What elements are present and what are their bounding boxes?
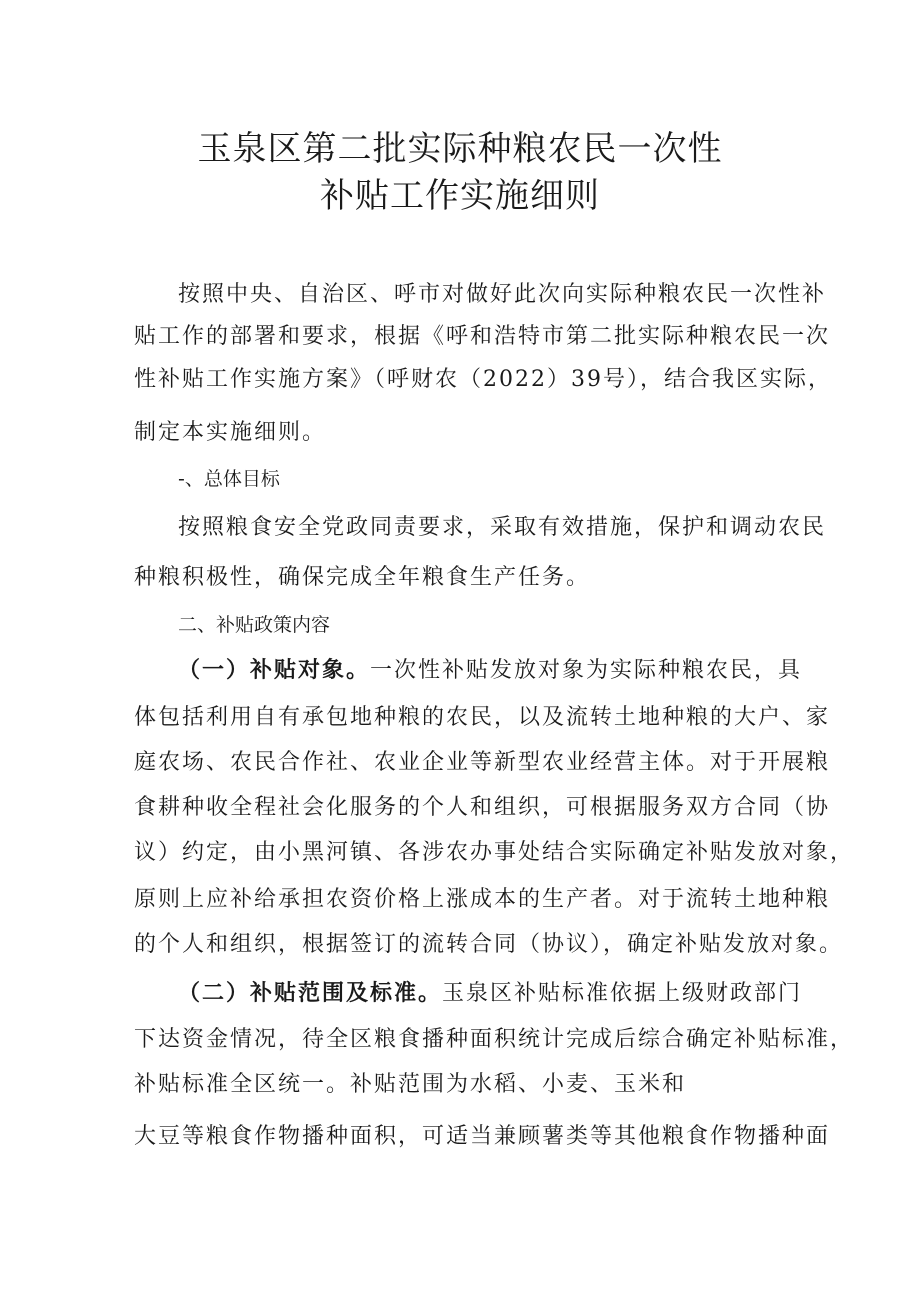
intro-line: 贴工作的部署和要求，根据《呼和浩特市第二批实际种粮农民一次	[134, 324, 831, 349]
paragraph-line: 种粮积极性，确保完成全年粮食生产任务。	[134, 565, 591, 590]
subsection-label: （二）补贴范围及标准。	[178, 980, 443, 1006]
paragraph-line: 原则上应补给承担农资价格上涨成本的生产者。对于流转土地种粮	[134, 887, 831, 912]
document-title-line-1: 玉泉区第二批实际种粮农民一次性	[197, 129, 723, 169]
paragraph-line: 议）约定，由小黑河镇、各涉农办事处结合实际确定补贴发放对象，	[134, 840, 855, 865]
section-heading: 二、补贴政策内容	[178, 614, 331, 636]
paragraph-line	[178, 978, 858, 1009]
paragraph-line: 的个人和组织，根据签订的流转合同（协议），确定补贴发放对象。	[134, 932, 844, 957]
subsection-label: （一）补贴对象。	[178, 657, 371, 683]
section-heading: -、总体目标	[178, 468, 280, 490]
paragraph-text: 一次性补贴发放对象为实际种粮农民，具	[370, 658, 803, 683]
paragraph-line: 体包括利用自有承包地种粮的农民，以及流转土地种粮的大户、家	[134, 705, 831, 730]
paragraph-text: 玉泉区补贴标准依据上级财政部门	[442, 981, 803, 1006]
intro-line: 制定本实施细则。	[134, 420, 327, 445]
paragraph-line: 下达资金情况，待全区粮食播种面积统计完成后综合确定补贴标准，	[134, 1027, 855, 1052]
intro-line: 性补贴工作实施方案》（呼财农（2022）39号），结合我区实际，	[134, 367, 832, 392]
paragraph-line	[178, 655, 858, 686]
document-title-line-2: 补贴工作实施细则	[320, 176, 600, 216]
paragraph-line: 补贴标准全区统一。补贴范围为水稻、小麦、玉米和	[134, 1072, 687, 1097]
paragraph-line: 庭农场、农民合作社、农业企业等新型农业经营主体。对于开展粮	[134, 750, 831, 775]
paragraph-line: 大豆等粮食作物播种面积，可适当兼顾薯类等其他粮食作物播种面	[134, 1124, 831, 1149]
intro-line: 按照中央、自治区、呼市对做好此次向实际种粮农民一次性补	[178, 282, 827, 307]
paragraph-line: 按照粮食安全党政同责要求，采取有效措施，保护和调动农民	[178, 515, 827, 540]
paragraph-line: 食耕种收全程社会化服务的个人和组织，可根据服务双方合同（协	[134, 795, 831, 820]
